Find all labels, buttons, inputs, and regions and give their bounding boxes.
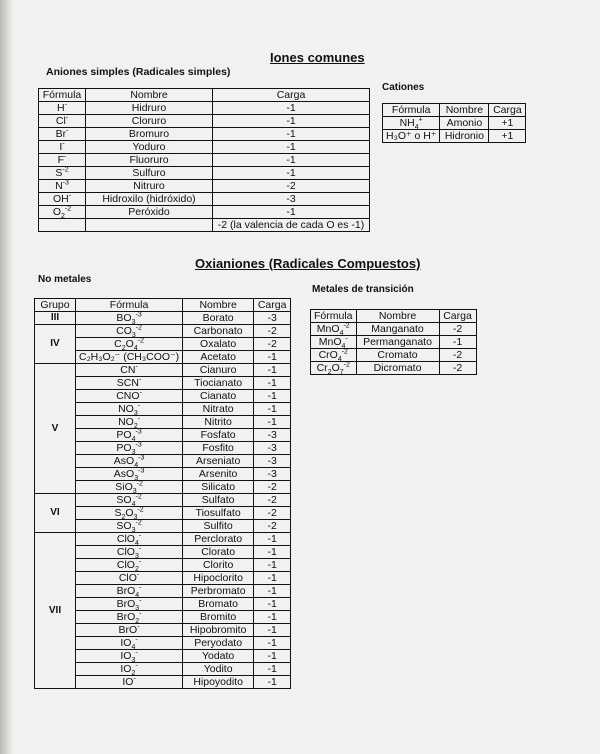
charge-note: -2 (la valencia de cada O es -1): [213, 219, 370, 232]
formula-cell: [39, 219, 86, 232]
formula-cell: Br-: [39, 128, 86, 141]
header-row: [383, 104, 526, 117]
name-cell: Hipoclorito: [183, 572, 254, 585]
name-cell: Perclorato: [183, 533, 254, 546]
cations-table: [382, 103, 526, 143]
table-row: [383, 117, 526, 130]
charge-cell: -1: [213, 141, 370, 154]
name-cell: Bromato: [183, 598, 254, 611]
charge-cell: -1: [254, 403, 291, 416]
table-row: [311, 336, 477, 349]
charge-cell: -3: [254, 468, 291, 481]
name-cell: Clorito: [183, 559, 254, 572]
column-header: Grupo: [35, 299, 76, 312]
table-row: [35, 325, 291, 338]
scan-page-edge: [0, 0, 14, 754]
formula-cell: F-: [39, 154, 86, 167]
charge-cell: -3: [213, 193, 370, 206]
formula-cell: MnO$_4^{-2}$: [311, 323, 357, 336]
name-cell: Sulfato: [183, 494, 254, 507]
oxyanions-table: [34, 298, 291, 689]
table-row: [39, 154, 370, 167]
formula-cell: CrO$_4^{-2}$: [311, 349, 357, 362]
charge-cell: -2: [439, 349, 476, 362]
group-cell: V: [35, 364, 76, 494]
charge-cell: -2: [254, 520, 291, 533]
table-row: [35, 494, 291, 507]
column-header: Fórmula: [39, 89, 86, 102]
formula-cell: CN-: [76, 364, 183, 377]
transition-metals-table: [310, 309, 477, 375]
formula-cell: $PO_3^{-3}$: [76, 442, 183, 455]
charge-cell: -1: [254, 637, 291, 650]
formula-cell: CNO-: [76, 390, 183, 403]
charge-cell: +1: [489, 117, 526, 130]
charge-cell: -1: [254, 364, 291, 377]
table-row: [39, 167, 370, 180]
charge-cell: -2: [254, 494, 291, 507]
formula-cell: I-: [39, 141, 86, 154]
charge-cell: -3: [254, 455, 291, 468]
nonmetals-heading: No metales: [38, 274, 92, 285]
charge-cell: -1: [254, 390, 291, 403]
name-cell: Acetato: [183, 351, 254, 364]
formula-cell: $IO_2^-$: [76, 663, 183, 676]
charge-cell: -2: [254, 338, 291, 351]
charge-cell: -1: [254, 624, 291, 637]
formula-cell: $SO_3^{-2}$: [76, 520, 183, 533]
charge-cell: -1: [213, 154, 370, 167]
formula-cell: ClO$_2$-: [76, 559, 183, 572]
name-cell: [86, 219, 213, 232]
charge-cell: -1: [254, 377, 291, 390]
table-row: [35, 364, 291, 377]
column-header: Carga: [489, 104, 526, 117]
name-cell: Dicromato: [356, 362, 439, 375]
name-cell: Fosfato: [183, 429, 254, 442]
name-cell: Nitrito: [183, 416, 254, 429]
formula-cell: $O_2^{-2}$: [39, 206, 86, 219]
header-row: [39, 89, 370, 102]
name-cell: Tiocianato: [183, 377, 254, 390]
charge-cell: -3: [254, 442, 291, 455]
column-header: Carga: [254, 299, 291, 312]
table-row: [39, 206, 370, 219]
group-cell: VII: [35, 533, 76, 689]
charge-cell: -1: [254, 559, 291, 572]
name-cell: Yodito: [183, 663, 254, 676]
table-row: [39, 115, 370, 128]
formula-cell: $S_2O_3^{-2}$: [76, 507, 183, 520]
column-header: Fórmula: [76, 299, 183, 312]
formula-cell: $SO_4^{-2}$: [76, 494, 183, 507]
charge-cell: +1: [489, 130, 526, 143]
formula-cell: ClO-: [76, 572, 183, 585]
name-cell: Hipobromito: [183, 624, 254, 637]
charge-cell: -3: [254, 429, 291, 442]
group-cell: III: [35, 312, 76, 325]
formula-cell: H₃O⁺ o H⁺: [383, 130, 440, 143]
charge-cell: -1: [439, 336, 476, 349]
name-cell: Arsenito: [183, 468, 254, 481]
charge-cell: -1: [254, 650, 291, 663]
group-cell: IV: [35, 325, 76, 364]
formula-cell: $C_2O_4^{-2}$: [76, 338, 183, 351]
name-cell: Sulfito: [183, 520, 254, 533]
column-header: Fórmula: [383, 104, 440, 117]
table-row: [39, 193, 370, 206]
formula-cell: $Cr_2O_7^{-2}$: [311, 362, 357, 375]
name-cell: Peróxido: [86, 206, 213, 219]
table-row: [39, 141, 370, 154]
charge-cell: -1: [254, 663, 291, 676]
name-cell: Nitrato: [183, 403, 254, 416]
header-row: [311, 310, 477, 323]
formula-cell: MnO$_4$-: [311, 336, 357, 349]
name-cell: Arseniato: [183, 455, 254, 468]
transition-metals-heading: Metales de transición: [312, 284, 414, 295]
formula-cell: ClO$_3$-: [76, 546, 183, 559]
anions-table: [38, 88, 370, 232]
charge-cell: -1: [213, 128, 370, 141]
table-row: [311, 349, 477, 362]
table-row: [35, 312, 291, 325]
formula-cell: SCN-: [76, 377, 183, 390]
name-cell: Amonio: [440, 117, 489, 130]
page-title: Iones comunes: [270, 50, 365, 65]
charge-cell: -1: [254, 533, 291, 546]
name-cell: Cianuro: [183, 364, 254, 377]
formula-cell: $NH_4^+$: [383, 117, 440, 130]
formula-cell: $IO_4^-$: [76, 637, 183, 650]
charge-cell: -2: [213, 180, 370, 193]
column-header: Carga: [213, 89, 370, 102]
name-cell: Carbonato: [183, 325, 254, 338]
formula-cell: $IO_3^-$: [76, 650, 183, 663]
table-row: [311, 323, 477, 336]
charge-cell: -2: [439, 362, 476, 375]
formula-cell: BrO$_2$-: [76, 611, 183, 624]
formula-cell: $CO_3^{-2}$: [76, 325, 183, 338]
formula-cell: OH-: [39, 193, 86, 206]
name-cell: Fosfito: [183, 442, 254, 455]
formula-cell: IO-: [76, 676, 183, 689]
formula-cell: $PO_4^{-3}$: [76, 429, 183, 442]
column-header: Nombre: [440, 104, 489, 117]
name-cell: Cianato: [183, 390, 254, 403]
formula-cell: ClO$_4$-: [76, 533, 183, 546]
formula-cell: C₂H₃O₂⁻ (CH₃COO⁻): [76, 351, 183, 364]
formula-cell: $BO_3^{-3}$: [76, 312, 183, 325]
name-cell: Permanganato: [356, 336, 439, 349]
name-cell: Yoduro: [86, 141, 213, 154]
column-header: Fórmula: [311, 310, 357, 323]
charge-cell: -2: [439, 323, 476, 336]
formula-cell: AsO$_3^{-3}$: [76, 468, 183, 481]
formula-cell: $NO_2^-$: [76, 416, 183, 429]
cations-heading: Cationes: [382, 82, 425, 93]
name-cell: Perbromato: [183, 585, 254, 598]
table-row: [311, 362, 477, 375]
charge-cell: -1: [254, 598, 291, 611]
column-header: Carga: [439, 310, 476, 323]
name-cell: Tiosulfato: [183, 507, 254, 520]
name-cell: Bromuro: [86, 128, 213, 141]
formula-cell: BrO$_3$-: [76, 598, 183, 611]
name-cell: Borato: [183, 312, 254, 325]
name-cell: Silicato: [183, 481, 254, 494]
anions-heading: Aniones simples (Radicales simples): [46, 66, 231, 78]
formula-cell: BrO$_4$-: [76, 585, 183, 598]
charge-cell: -1: [213, 167, 370, 180]
formula-cell: SiO$_3^{-2}$: [76, 481, 183, 494]
charge-cell: -1: [213, 102, 370, 115]
name-cell: Manganato: [356, 323, 439, 336]
name-cell: Oxalato: [183, 338, 254, 351]
charge-cell: -1: [254, 416, 291, 429]
name-cell: Hipoyodito: [183, 676, 254, 689]
group-cell: VI: [35, 494, 76, 533]
name-cell: Cloruro: [86, 115, 213, 128]
charge-cell: -1: [254, 546, 291, 559]
charge-cell: -1: [254, 585, 291, 598]
header-row: [35, 299, 291, 312]
column-header: Nombre: [183, 299, 254, 312]
table-row: [35, 533, 291, 546]
name-cell: Cromato: [356, 349, 439, 362]
formula-cell: H-: [39, 102, 86, 115]
formula-cell: BrO-: [76, 624, 183, 637]
oxyanions-title: Oxianiones (Radicales Compuestos): [195, 256, 421, 271]
charge-cell: -2: [254, 507, 291, 520]
formula-cell: $NO_3^-$: [76, 403, 183, 416]
column-header: Nombre: [356, 310, 439, 323]
table-row: [39, 128, 370, 141]
note-row: [39, 219, 370, 232]
name-cell: Hidronio: [440, 130, 489, 143]
charge-cell: -1: [254, 611, 291, 624]
name-cell: Bromito: [183, 611, 254, 624]
table-row: [39, 180, 370, 193]
formula-cell: Cl-: [39, 115, 86, 128]
column-header: Nombre: [86, 89, 213, 102]
name-cell: Peryodato: [183, 637, 254, 650]
formula-cell: $S^{-2}$: [39, 167, 86, 180]
charge-cell: -1: [213, 115, 370, 128]
name-cell: Nitruro: [86, 180, 213, 193]
charge-cell: -1: [254, 676, 291, 689]
name-cell: Hidruro: [86, 102, 213, 115]
charge-cell: -1: [213, 206, 370, 219]
charge-cell: -2: [254, 481, 291, 494]
formula-cell: $N^{-3}$: [39, 180, 86, 193]
charge-cell: -3: [254, 312, 291, 325]
name-cell: Hidroxilo (hidróxido): [86, 193, 213, 206]
name-cell: Fluoruro: [86, 154, 213, 167]
name-cell: Clorato: [183, 546, 254, 559]
charge-cell: -1: [254, 351, 291, 364]
table-row: [383, 130, 526, 143]
charge-cell: -2: [254, 325, 291, 338]
name-cell: Sulfuro: [86, 167, 213, 180]
charge-cell: -1: [254, 572, 291, 585]
name-cell: Yodato: [183, 650, 254, 663]
formula-cell: AsO$_4^{-3}$: [76, 455, 183, 468]
table-row: [39, 102, 370, 115]
